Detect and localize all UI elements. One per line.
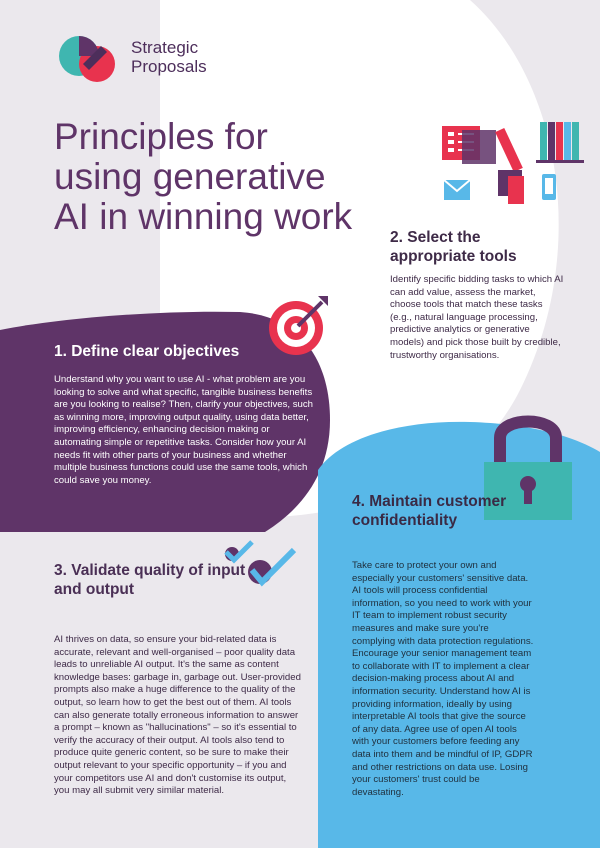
section-4-heading: 4. Maintain customer confidentiality: [352, 493, 507, 529]
target-icon: [262, 290, 334, 362]
section-2-heading: 2. Select the appropriate tools: [390, 229, 517, 265]
brand-line-2: Proposals: [131, 57, 207, 76]
brand-name: [131, 38, 207, 76]
brand-line-1: Strategic: [131, 38, 199, 57]
logo-mark: [55, 30, 125, 88]
section-3-body: AI thrives on data, so ensure your bid-related data is accurate, relevant and well-organised – poor quality data leads to unreliable AI output. It's the same as content knowledge bases: garbage in, garbage out. User-provided prompts also make a huge difference to the quality of the output, so learn how to get the best out of them. AI tools can also generate totally erroneous information to answer a prompt – known as "hallucinations" – so it's essential to verify the accuracy of their output. AI tools also tend to produce quite generic content, so be sure to make their output relevant to your specific opportunity – if you and your competitors use AI and don't customise its output, you may all submit very similar material.: [54, 634, 301, 797]
tools-illustration-icon: [440, 118, 590, 218]
section-1-body: Understand why you want to use AI - what problem are you looking to solve and what specific, tangible business benefits are you looking to realise? Then, clarify your objectives, such as winning more, improving output quality, using data better, improving efficiency, enhancing decision making or automating simple or repetitive tasks. Consider how your AI needs fit with other parts of your business and whether multiple business functions could use the same tools, which could save you money.: [54, 374, 313, 486]
section-4-body: Take care to protect your own and especially your customers' sensitive data. AI tools will process confidential information, so you need to work with your IT team to implement robust security measures and make sure you're complying with data protection regulations. Encourage your senior management team to collaborate with IT to implement a clear decision-making process about AI and information security. Understand how AI is providing information, ideally by using interpretable AI tools that give the source of any data. Agree use of open AI tools with your customers before feeding any data into them and be mindful of IP, GDPR and other restrictions on data use. Losing your customers' trust could be devastating.: [352, 560, 534, 798]
section-2-body: Identify specific bidding tasks to which AI can add value, assess the market, choose tools that match these tasks (e.g., natural language processing, predictive analytics or generative models) and pick those built by credible, trustworthy organisations.: [390, 274, 564, 361]
section-3-heading: 3. Validate quality of input and output: [54, 562, 246, 598]
section-1-heading: 1. Define clear objectives: [54, 343, 240, 360]
page-title: Principles for using generative AI in winning work: [54, 116, 353, 237]
